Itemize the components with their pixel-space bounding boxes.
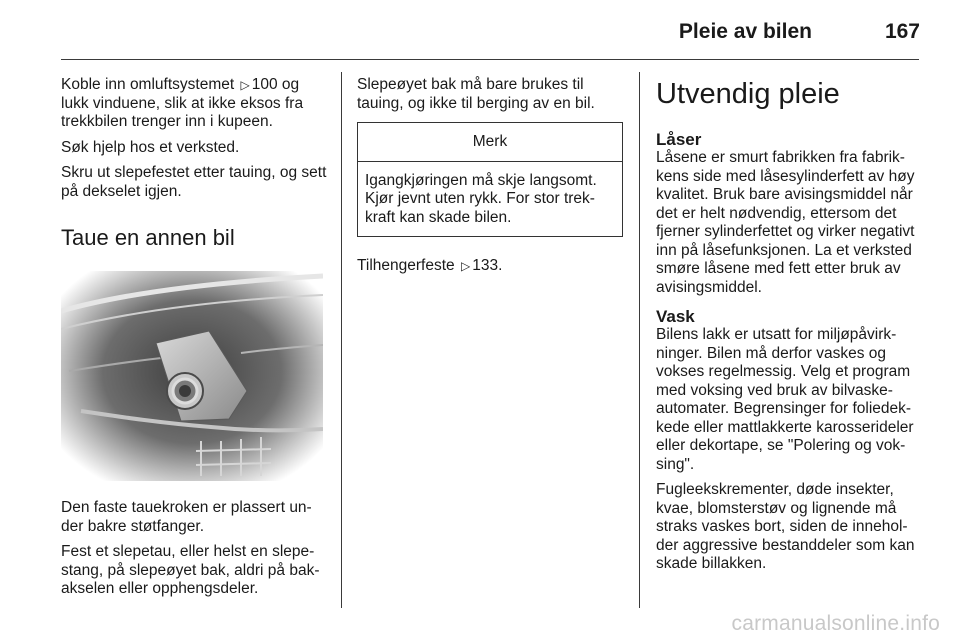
heading-exterior-care: Utvendig pleie (656, 78, 840, 110)
column-divider-left (341, 72, 342, 608)
paragraph-attach-rope: Fest et slepetau, eller helst en slepe-stang, på slepeøyet bak, aldri på bak-akselen eller opphengsdeler. (61, 543, 320, 597)
paragraph-hook-location: Den faste tauekroken er plassert un-der bakre støtfanger. (61, 499, 312, 535)
column-2 (357, 76, 623, 283)
paragraph-recirculation: Koble inn omluftsystemet ▷ 100 og lukk vinduene, slik at ikke eksos fra trekkbilen trenger inn i kupeen. (61, 76, 304, 130)
section-title: Pleie av bilen (678, 20, 812, 43)
page-reference-icon: ▷ (240, 78, 250, 92)
column-divider-right (639, 72, 640, 608)
note-body: Igangkjøringen må skje langsomt. Kjør jevnt uten rykk. For stor trek-kraft kan skade bilen. (365, 171, 597, 226)
note-box (357, 122, 623, 237)
subheading-wash: Vask (656, 307, 695, 326)
column-3 (656, 76, 920, 581)
paragraph-trailer-hitch: Tilhengerfeste ▷ 133. (357, 257, 503, 274)
page-reference-link[interactable]: 133. (472, 257, 503, 274)
paragraph-locks: Låsene er smurt fabrikken fra fabrik-kens side med låsesylinderfett av høy kvalitet. Bruk bare avisingsmiddel når det er helt nødvendig, ettersom det fjerner sylinderfettet og virker negativt inn på låsefunksjonen. La et verksted smøre låsene med fett etter bruk av avisingsmiddel. (656, 149, 915, 296)
watermark-text: carmanualsonline.info (731, 612, 940, 635)
page-number: 167 (884, 20, 920, 43)
column-1 (61, 76, 329, 606)
paragraph-workshop: Søk hjelp hos et verksted. (61, 138, 240, 156)
paragraph-contaminants: Fugleekskrementer, døde insekter, kvae, blomsterstøv og lignende må straks vaskes bort, siden de innehol-der aggressive bestanddeler som kan skade billakken. (656, 481, 915, 572)
heading-tow-another-car: Taue en annen bil (61, 225, 235, 250)
subheading-locks: Låser (656, 130, 702, 149)
paragraph-unscrew: Skru ut slepefestet etter tauing, og sett på dekselet igjen. (61, 164, 327, 200)
page-reference-link[interactable]: 100 (251, 76, 278, 93)
paragraph-towing-eye-usage: Slepeøyet bak må bare brukes til tauing, og ikke til berging av en bil. (357, 76, 595, 112)
page-reference-icon: ▷ (460, 259, 471, 273)
paragraph-wash: Bilens lakk er utsatt for miljøpåvirk-ninger. Bilen må derfor vaskes og vokses regelmessig. Velg et program med voksing ved bruk av bilvaske-automater. Begrensinger for foliedek-kede eller mattlakkerte karosserideler eller dekortape, se "Polering og vok-sing". (656, 326, 914, 473)
note-title: Merk (358, 123, 622, 162)
towing-eye-illustration (61, 271, 323, 481)
header-divider (61, 59, 919, 60)
